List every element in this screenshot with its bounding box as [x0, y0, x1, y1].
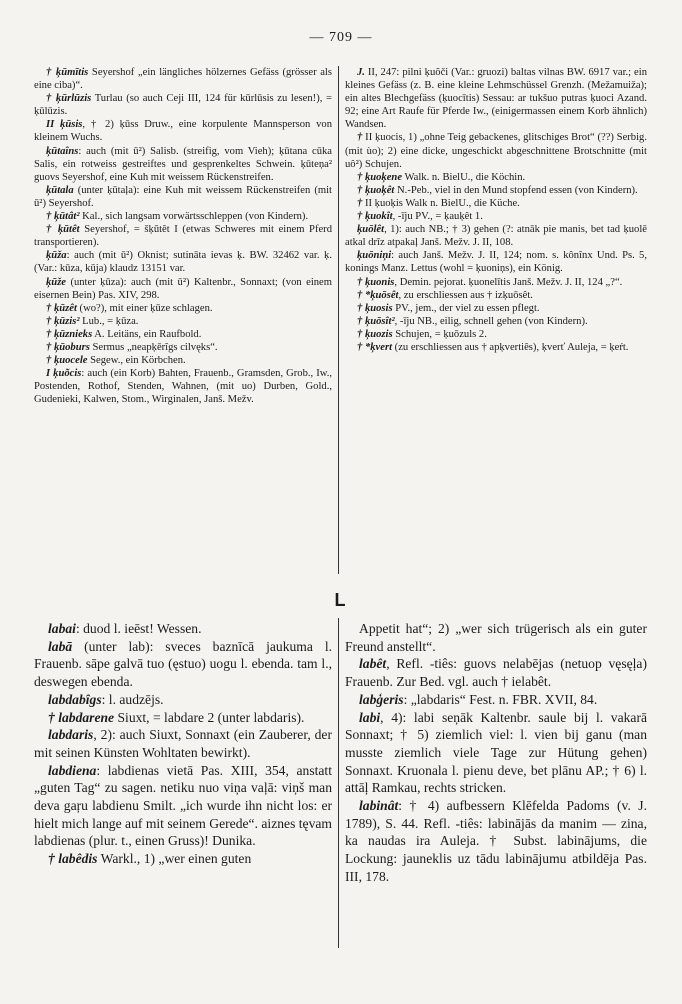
top-right-column	[345, 66, 647, 354]
entry-headword: † ķūtêt	[46, 224, 80, 236]
dictionary-entry: † ķuoķene Walk. n. BielU., die Köchin.	[357, 171, 526, 183]
dictionary-entry: † ķūmītis Seyershof „ein längliches hölzernes Gefäss (grösser als eine ciba)“.	[34, 67, 332, 92]
entry-headword: ķūtala	[46, 184, 74, 196]
entry-headword: labêt	[359, 656, 387, 672]
dictionary-entry: II ķūsis, † 2) ķūss Druw., eine korpulente Mannsperson von kleinem Wuchs.	[34, 119, 332, 144]
dictionary-entry: † ķūoburs Sermus „neapķērîgs cilvęks“.	[46, 341, 218, 353]
dictionary-entry: ķuōniņi: auch Janš. Mežv. J. II, 124; nom. s. kônînx Und. Ps. 5, konings Manz. Lettus (wohl = ķuoniņs), ein König.	[345, 250, 647, 275]
entry-headword: † ķūmītis	[46, 67, 89, 78]
dictionary-entry: † *ķuōsêt, zu erschliessen aus † izķuōsêt.	[357, 289, 533, 301]
top-left-column	[34, 66, 332, 406]
entry-headword: † ķūzêt	[46, 302, 77, 314]
dictionary-entry: ķūtaîns: auch (mit ū²) Salisb. (streifig, vom Vieh); ķūtana cūka Salis, ein rotweiss gestreiftes und gesprenkeltes Schwein. ķūteņa² guovs Seyershof, eine Kuh mit weissem Rückenstreifen.	[34, 145, 332, 183]
dictionary-entry: ķūža: auch (mit ū²) Oknist; sutināta ievas ķ. BW. 32462 var. ķ. (Var.: kūza, kūja) klaudz 13151 var.	[34, 250, 332, 275]
entry-headword: † *ķuōsêt	[357, 289, 399, 301]
dictionary-entry: † ķuōsît², -īju NB., eilig, schnell gehen (von Kindern).	[357, 315, 588, 327]
entry-headword: † ķuoķêt	[357, 184, 395, 196]
entry-headword: II ķūsis	[46, 119, 83, 131]
dictionary-entry: † ķuokît, -īju PV., = ķauķêt 1.	[357, 211, 483, 223]
entry-headword: † ķūoburs	[46, 341, 90, 353]
dictionary-entry: I ķuõcis: auch (ein Korb) Bahten, Frauenb., Gramsden, Grob., Iw., Postenden, Rothof, Stenden, Wahnen, (mit uo) Durben, Gold., Gudenieki, Kalwen, Stom., Wirginalen, Janš. Mežv.	[34, 368, 333, 406]
entry-headword: J.	[357, 67, 365, 78]
column-divider	[338, 66, 339, 574]
entry-headword: ķūže	[46, 276, 67, 288]
entry-headword: † ķuoķene	[357, 171, 403, 183]
dictionary-entry: † ķūrlūzis Turlau (so auch Ceji III, 124 für kūrlūsis zu lesen!), = ķūlūzis.	[34, 93, 332, 118]
entry-headword: † ķūznieks	[46, 328, 93, 340]
entry-headword: labdaris	[48, 727, 94, 743]
entry-headword: † ķūtât²	[46, 211, 80, 223]
dictionary-entry: † ķūzis² Lub., = ķūza.	[46, 315, 139, 327]
page-number: — 709 —	[309, 30, 373, 45]
entry-headword: † ķūrlūzis	[46, 93, 92, 105]
entry-headword: † ķūzis²	[46, 315, 80, 327]
entry-headword: † *ķvert	[357, 341, 393, 353]
entry-headword: † ķuocele	[46, 355, 88, 367]
dictionary-entry: ķūtala (unter ķūtaļa): eine Kuh mit weissem Rückenstreifen (mit ū²) Seyershof.	[34, 184, 332, 209]
dictionary-entry: labdiena: labdienas vietā Pas. XIII, 354, anstatt „guten Tag“ zu sagen. netiku nuo viņa vaļā: viņš man deva gaŗu labdienu Smilt. „ich wurde ihn nicht los: er hielt mich lange auf mit seinem Gerede“. aiznes tęvam labdienas (plur. t., einen Gruss)! Dunika.	[34, 762, 332, 849]
dictionary-entry: Appetit hat“; 2) „wer sich trügerisch als ein guter Freund anstellt“.	[345, 621, 647, 654]
dictionary-entry: † II ķuoķis Walk n. BielU., die Küche.	[357, 197, 520, 209]
dictionary-entry: † ķūtêt Seyershof, = šķūtêt I (etwas Schweres mit einem Pferd transportieren).	[34, 224, 332, 249]
entry-headword: † ķuōsît²	[357, 315, 395, 327]
bottom-right-column	[345, 620, 647, 886]
dictionary-entry: ķūže (unter ķūza): auch (mit ū²) Kaltenbr., Sonnaxt; (von einem eisernen Bein) Pas. XIV, 298.	[34, 276, 332, 301]
entry-headword: labai	[48, 621, 76, 636]
dictionary-entry: labai: duod l. ieēst! Wessen.	[48, 621, 202, 636]
dictionary-entry: labā (unter lab): sveces baznīcā jaukuma l. Frauenb. sāpe galvā tuo (ęstuo) uogu l. ebenda. tam l., deswegen ebenda.	[34, 638, 332, 690]
entry-headword: labi	[359, 709, 381, 725]
entry-headword: † ķuosis	[357, 302, 393, 314]
dictionary-entry: † ķūzêt (wo?), mit einer ķūze schlagen.	[46, 302, 213, 314]
dictionary-entry: ķuōlêt, 1): auch NB.; † 3) gehen (?: atnāk pie manis, bet tad ķuolē atkal drīz atpakaļ Janš. Mežv. J. II, 108.	[345, 224, 647, 249]
dictionary-entry: † ķuocele Segew., ein Körbchen.	[46, 355, 186, 367]
column-divider	[338, 618, 339, 948]
dictionary-entry: J. II, 247: pilni ķuõči (Var.: gruozi) baltas vilnas BW. 6917 var.; ein kleines Gefäss (z. B. eine kleine Lehmschüssel Grenzh. (Mežamuiža); ein altes Blechgefäss (ķuocītis) Sessau: ar tukšuo putras ķuoci Azand. 92; eine Art Raufe für Pferde Iw., (einigermassen einem Korb ähnlich) Wandsen.	[345, 67, 647, 131]
dictionary-entry: † ķuoķêt N.-Peb., viel in den Mund stopfend essen (von Kindern).	[357, 184, 638, 196]
dictionary-entry: † II ķuocis, 1) „ohne Teig gebackenes, glitschiges Brot“ (??) Serbig. (mit ùo); 2) eine dicke, ungeschickt abgeschnittene Brotschnitte (mit uô²) Schujen.	[345, 132, 647, 170]
entry-headword: †	[357, 197, 363, 209]
dictionary-entry: † labêdis Warkl., 1) „wer einen guten	[48, 851, 252, 867]
dictionary-entry: labinât: † 4) aufbessern Klēfelda Padoms (v. J. 1789), S. 44. Refl. -tiês: labinājās da manim — zina, ka naudas ira Auleja. † Subst. labinājums, die Lockung: jauneklis uz tādu labinājumu atbildēja Pas. III, 178.	[345, 798, 647, 884]
dictionary-entry: labi, 4): labi seņāk Kaltenbr. saule bij l. vakarā Sonnaxt; † 5) ziemlich viel: l. vien bij ganu (man musste ziemlich viele Tage zur Hütung gehen) Sonnaxt. Kruonala l. pienu deve, bet plānu AP.; † 6) l. attāļ Ramkau, rechts stricken.	[345, 709, 647, 796]
dictionary-entry: † ķūtât² Kal., sich langsam vorwärtsschleppen (von Kindern).	[46, 211, 309, 223]
dictionary-entry: † ķuonis, Demin. pejorat. ķuonelītis Janš. Mežv. J. II, 124 „?“.	[357, 276, 623, 288]
dictionary-entry: † ķuosis PV., jem., der viel zu essen pflegt.	[357, 302, 540, 314]
entry-headword: I ķuõcis	[46, 368, 82, 380]
entry-headword: labā	[48, 638, 73, 654]
dictionary-entry: † ķūznieks A. Leitäns, ein Raufbold.	[46, 328, 202, 340]
entry-headword: labdiena	[48, 762, 97, 778]
section-letter: L	[334, 590, 346, 610]
entry-headword: † ķuokît	[357, 211, 393, 223]
entry-headword: ķūža	[46, 250, 67, 262]
entry-headword: † ķuozis	[357, 328, 393, 340]
entry-headword: labģeris	[359, 691, 404, 707]
entry-headword: ķūtaîns	[46, 145, 79, 157]
dictionary-entry: † *ķvert (zu erschliessen aus † apķvertiês), ķverť Auleja, = ķeŕt.	[357, 341, 629, 353]
entry-headword: labinât	[359, 798, 399, 814]
entry-headword: † labêdis	[48, 851, 98, 867]
entry-headword: ķuōniņi	[357, 250, 392, 262]
dictionary-entry: labģeris: „labdaris“ Fest. n. FBR. XVII, 84.	[359, 691, 598, 707]
dictionary-entry: † ķuozis Schujen, = ķuōzuls 2.	[357, 328, 487, 340]
entry-headword: † ķuonis	[357, 276, 395, 288]
entry-headword: ķuōlêt	[357, 224, 385, 236]
dictionary-entry: labêt, Refl. -tiês: guovs nelabējas (netuop vęsęļa) Frauenb. Zur Bed. vgl. auch † ielabêt.	[345, 656, 647, 690]
dictionary-entry: † labdarene Siuxt, = labdare 2 (unter labdaris).	[48, 709, 305, 725]
entry-headword: †	[357, 132, 363, 144]
dictionary-entry: labdaris, 2): auch Siuxt, Sonnaxt (ein Zauberer, der mit seinen Künsten Wohltaten bewirkt).	[34, 727, 332, 760]
entry-headword: † labdarene	[48, 709, 115, 725]
entry-headword: labdabîgs	[48, 691, 102, 707]
bottom-left-column	[34, 620, 332, 868]
dictionary-entry: labdabîgs: l. audzējs.	[48, 691, 164, 707]
